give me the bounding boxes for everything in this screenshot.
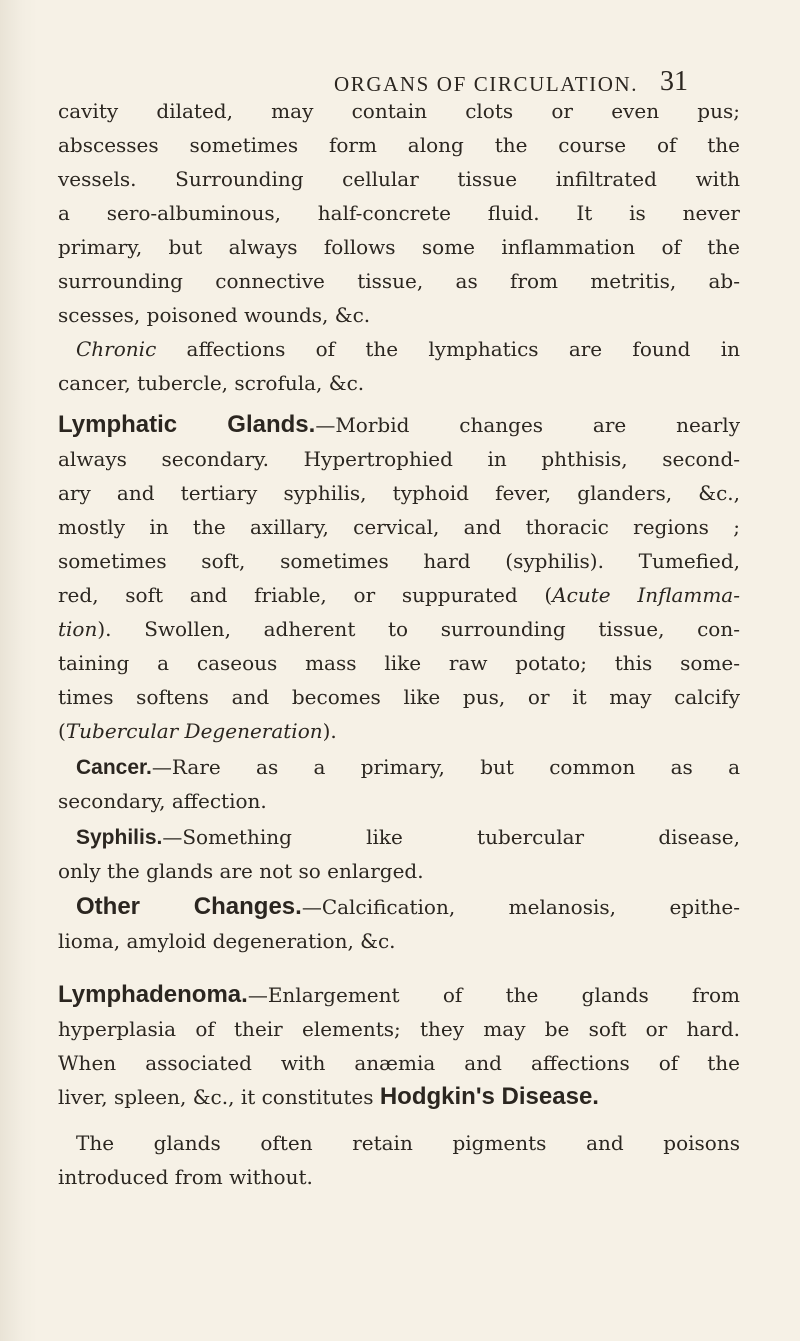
text-run: ). Swollen, adherent to surrounding tissue, con- [97,617,740,641]
text-line: times softens and becomes like pus, or it may calcify [58,685,740,709]
text-run: red, soft and friable, or suppurated ( [58,583,553,607]
text-line: ary and tertiary syphilis, typhoid fever, glanders, &c., [58,481,740,505]
text-line [58,978,740,1012]
text-line: a sero-albuminous, half-concrete fluid. It is never [58,201,740,225]
text-run: —Something like tubercular disease, [162,825,740,849]
text-line: The glands often retain pigments and poisons [76,1131,740,1155]
page-number: 31 [660,66,688,97]
page-gutter-shadow [0,0,38,1341]
section-heading-cancer: Cancer. [76,756,152,779]
text-line: When associated with anæmia and affections of the [58,1051,740,1075]
text-line: sometimes soft, sometimes hard (syphilis). Tumefied, [58,549,740,573]
text-line: taining a caseous mass like raw potato; this some- [58,651,740,675]
text-line: vessels. Surrounding cellular tissue infiltrated with [58,167,740,191]
text-run: —Rare as a primary, but common as a [151,755,740,779]
text-line: mostly in the axillary, cervical, and thoracic regions ; [58,515,740,539]
italic-term: Chronic [76,337,157,361]
text-line [76,332,740,366]
text-line [58,1080,740,1114]
text-run: ( [58,719,66,743]
text-line [58,612,740,646]
text-line: abscesses sometimes form along the course of the [58,133,740,157]
running-head: ORGANS OF CIRCULATION. [334,72,639,96]
section-heading-lymphatic-glands: Lymphatic Glands. [58,411,316,438]
text-line [76,890,740,924]
text-line [58,408,740,442]
italic-term: Acute Inflamma- [552,583,740,607]
text-run: ). [322,719,337,743]
section-heading-other-changes: Other Changes. [76,893,302,920]
text-run: liver, spleen, &c., it constitutes [58,1085,380,1109]
italic-term: Tubercular Degeneration [65,719,323,743]
text-line: lioma, amyloid degeneration, &c. [58,929,396,953]
text-run: affections of the lymphatics are found in [156,337,740,361]
text-line: only the glands are not so enlarged. [58,859,424,883]
text-line: primary, but always follows some inflammation of the [58,235,740,259]
text-line: scesses, poisoned wounds, &c. [58,303,371,327]
text-line: introduced from without. [58,1165,313,1189]
text-line [76,820,740,854]
bold-term-hodgkins-disease: Hodgkin's Disease. [379,1083,599,1110]
text-line [58,714,740,748]
text-line: hyperplasia of their elements; they may be soft or hard. [58,1017,740,1041]
text-line: surrounding connective tissue, as from metritis, ab- [58,269,740,293]
section-heading-syphilis: Syphilis. [76,826,163,849]
text-line [76,750,740,784]
text-run: —Enlargement of the glands from [247,983,740,1007]
text-line: secondary, affection. [58,789,267,813]
section-heading-lymphadenoma: Lymphadenoma. [58,981,248,1008]
text-line: cancer, tubercle, scrofula, &c. [58,371,365,395]
text-line: cavity dilated, may contain clots or even pus; [58,99,740,123]
text-run: —Morbid changes are nearly [315,413,740,437]
text-run: —Calcification, melanosis, epithe- [301,895,741,919]
text-line [58,578,740,612]
text-line: always secondary. Hypertrophied in phthisis, second- [58,447,740,471]
italic-term: tion [58,617,98,641]
